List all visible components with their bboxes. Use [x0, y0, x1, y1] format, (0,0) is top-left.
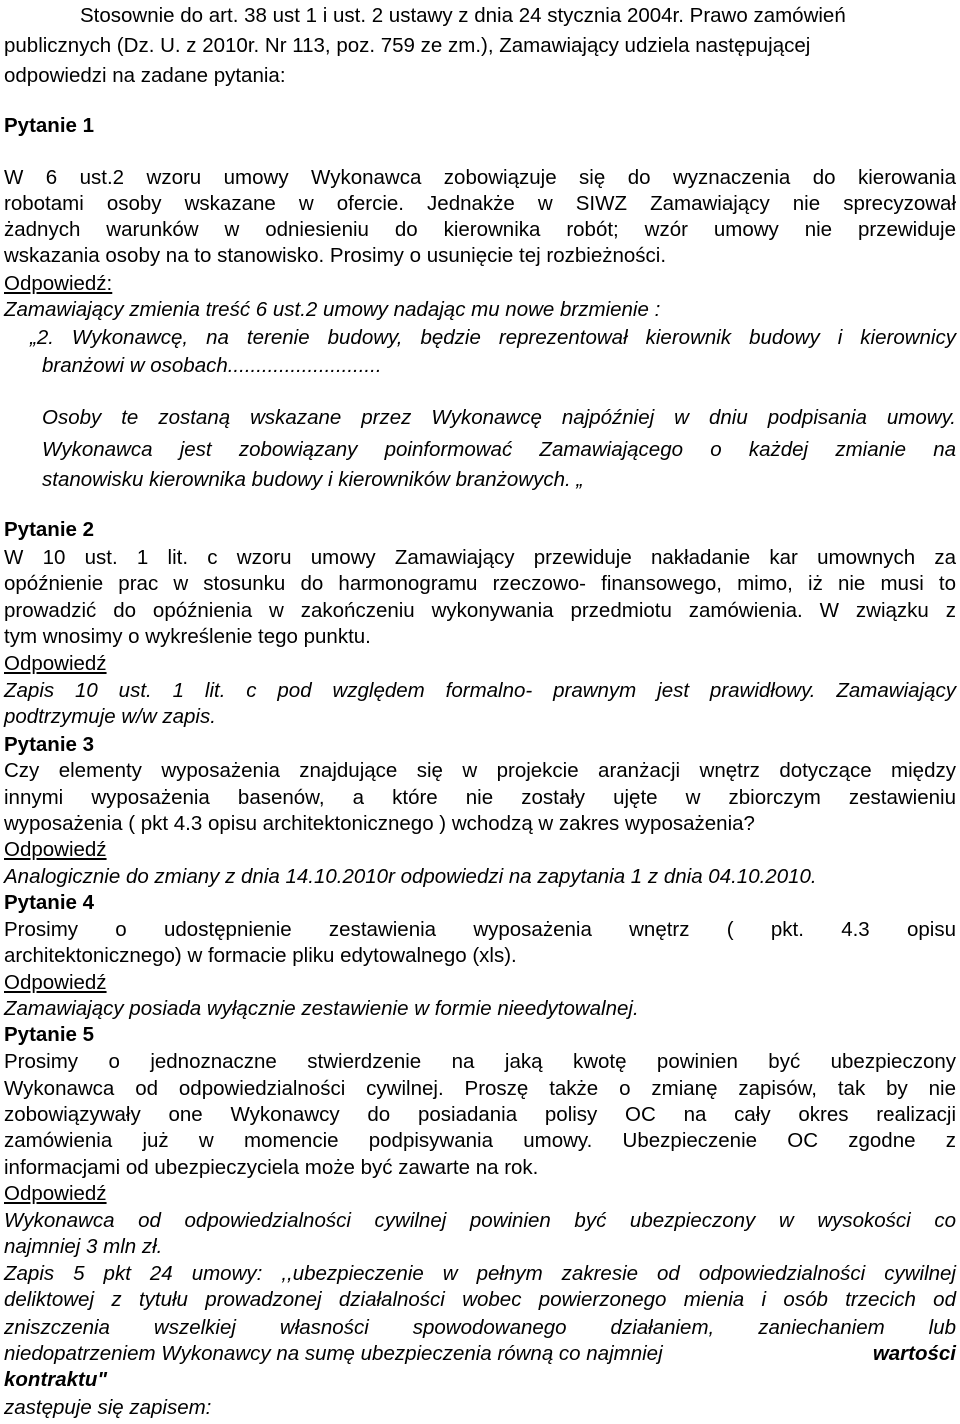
q5-answer-line-3: Zapis 5 pkt 24 umowy: ,,ubezpieczenie w pełnym zakresie od odpowiedzialności cywilnej [4, 1262, 956, 1285]
q2-answer-line-2: podtrzymuje w/w zapis. [4, 705, 216, 728]
question-1-title: Pytanie 1 [4, 114, 95, 137]
q1-line-1: W 6 ust.2 wzoru umowy Wykonawca zobowiązuje się do wyznaczenia do kierowania [4, 166, 956, 189]
q4-line-1: Prosimy o udostępnienie zestawienia wyposażenia wnętrz ( pkt. 4.3 opisu [4, 918, 956, 941]
q5-line-4: zamówienia już w momencie podpisywania umowy. Ubezpieczenie OC zgodne z [4, 1129, 956, 1152]
q4-answer-line-1: Zamawiający posiada wyłącznie zestawienie w formie nieedytowalnej. [4, 997, 639, 1020]
q5-answer-line-4: deliktowej z tytułu prowadzonej działalności wobec powierzonego mienia i osób trzecich od [4, 1288, 956, 1311]
q5-bold-contract: kontraktu" [4, 1368, 108, 1391]
q3-answer-line-1: Analogicznie do zmiany z dnia 14.10.2010r odpowiedzi na zapytania 1 z dnia 04.10.2010. [4, 865, 817, 888]
q1-line-4: wskazania osoby na to stanowisko. Prosimy o usunięcie tej rozbieżności. [4, 244, 667, 267]
q1-answer-line-4: Osoby te zostaną wskazane przez Wykonawcę najpóźniej w dniu podpisania umowy. [42, 406, 956, 429]
intro-line-2: publicznych (Dz. U. z 2010r. Nr 113, poz. 759 ze zm.), Zamawiający udziela następującej [4, 34, 811, 57]
question-3-title: Pytanie 3 [4, 733, 95, 756]
question-2-title: Pytanie 2 [4, 518, 95, 541]
q1-answer-line-3: branżowi w osobach........................... [42, 354, 382, 377]
q5-answer-line-6-row [4, 1344, 956, 1365]
q5-answer-line-5: zniszczenia wszelkiej własności spowodowanego działaniem, zaniechaniem lub [4, 1316, 956, 1339]
q5-answer-line-6: niedopatrzeniem Wykonawcy na sumę ubezpieczenia równą co najmniej [4, 1342, 663, 1365]
intro-line-1: Stosownie do art. 38 ust 1 i ust. 2 ustawy z dnia 24 stycznia 2004r. Prawo zamówień [80, 4, 846, 27]
q3-line-3: wyposażenia ( pkt 4.3 opisu architektonicznego ) wchodzą w zakres wyposażenia? [4, 812, 755, 835]
q5-answer-line-2: najmniej 3 mln zł. [4, 1235, 163, 1258]
q2-answer-line-1: Zapis 10 ust. 1 lit. c pod względem formalno- prawnym jest prawidłowy. Zamawiający [4, 679, 956, 702]
q1-answer-line-5: Wykonawca jest zobowiązany poinformować Zamawiającego o każdej zmianie na [42, 438, 956, 461]
q3-line-1: Czy elementy wyposażenia znajdujące się w projekcie aranżacji wnętrz dotyczące między [4, 759, 956, 782]
q2-answer-label: Odpowiedź [4, 652, 107, 675]
q4-answer-label: Odpowiedź [4, 971, 107, 994]
q3-line-2: innymi wyposażenia basenów, a które nie zostały ujęte w zbiorczym zestawieniu [4, 786, 956, 809]
q1-line-2: robotami osoby wskazane w ofercie. Jednakże w SIWZ Zamawiający nie sprecyzował [4, 192, 956, 215]
q5-bold-value: wartości [872, 1342, 956, 1365]
q3-answer-label: Odpowiedź [4, 838, 107, 861]
q2-line-4: tym wnosimy o wykreślenie tego punktu. [4, 625, 371, 648]
q5-line-2: Wykonawca od odpowiedzialności cywilnej. Proszę także o zmianę zapisów, tak by nie [4, 1077, 956, 1100]
q5-line-3: zobowiązywały one Wykonawcy do posiadania polisy OC na cały okres realizacji [4, 1103, 956, 1126]
q1-answer-label: Odpowiedź: [4, 272, 113, 295]
question-5-title: Pytanie 5 [4, 1023, 95, 1046]
q1-answer-line-1: Zamawiający zmienia treść 6 ust.2 umowy nadając mu nowe brzmienie : [4, 298, 661, 321]
q1-answer-line-2: „2. Wykonawcę, na terenie budowy, będzie reprezentował kierownik budowy i kierownicy [30, 326, 956, 349]
q2-line-1: W 10 ust. 1 lit. c wzoru umowy Zamawiający przewiduje nakładanie kar umownych za [4, 546, 956, 569]
question-4-title: Pytanie 4 [4, 891, 95, 914]
q5-answer-label: Odpowiedź [4, 1182, 107, 1205]
q5-answer-line-1: Wykonawca od odpowiedzialności cywilnej powinien być ubezpieczony w wysokości co [4, 1209, 956, 1232]
q4-line-2: architektonicznego) w formacie pliku edytowalnego (xls). [4, 944, 517, 967]
q5-last-line: zastępuje się zapisem: [4, 1396, 212, 1419]
q5-line-1: Prosimy o jednoznaczne stwierdzenie na jaką kwotę powinien być ubezpieczony [4, 1050, 956, 1073]
q2-line-3: prowadzić do opóźnienia w zakończeniu wykonywania przedmiotu zamówienia. W związku z [4, 599, 956, 622]
intro-line-3: odpowiedzi na zadane pytania: [4, 64, 286, 87]
q1-line-3: żadnych warunków w odniesieniu do kierownika robót; wzór umowy nie przewiduje [4, 218, 956, 241]
q1-answer-line-6: stanowisku kierownika budowy i kierowników branżowych. „ [42, 468, 584, 491]
q5-line-5: informacjami od ubezpieczyciela może być zawarte na rok. [4, 1156, 539, 1179]
q2-line-2: opóźnienie prac w stosunku do harmonogramu rzeczowo- finansowego, mimo, iż nie musi to [4, 572, 956, 595]
